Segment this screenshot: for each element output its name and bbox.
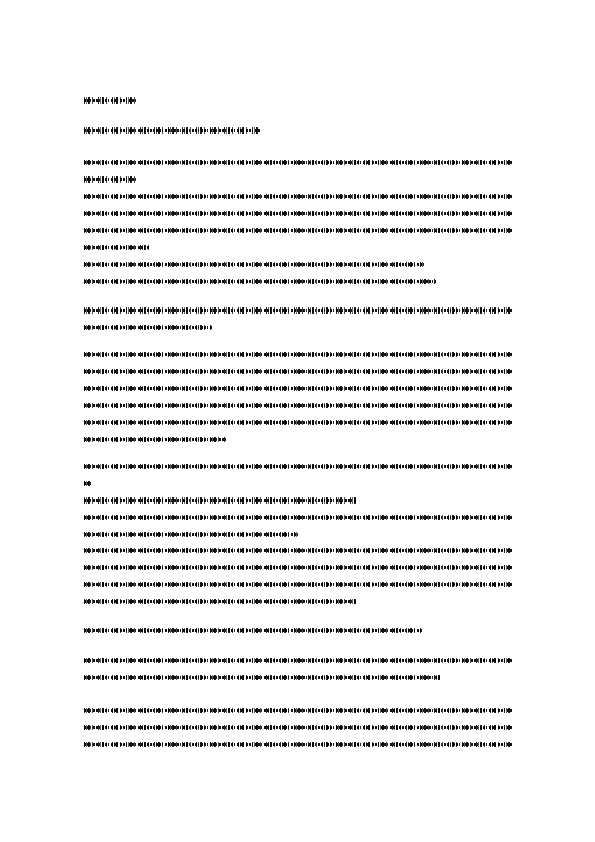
paragraph-8 <box>84 706 512 757</box>
text-line <box>84 656 512 665</box>
paragraph-2 <box>84 306 512 340</box>
paragraph-6 <box>84 626 512 643</box>
text-line <box>84 580 512 589</box>
paragraph-1 <box>84 158 512 294</box>
text-line <box>84 367 512 376</box>
text-line <box>84 673 440 682</box>
text-line <box>84 706 512 715</box>
paragraph-4 <box>84 462 512 547</box>
text-line <box>84 306 512 315</box>
paragraph-7 <box>84 656 512 690</box>
text-line <box>84 740 512 749</box>
text-line <box>84 563 512 572</box>
text-line <box>84 401 512 410</box>
paragraph-3 <box>84 350 512 452</box>
text-line <box>84 226 512 235</box>
text-line <box>84 96 138 105</box>
text-line <box>84 435 226 444</box>
text-line <box>84 350 512 359</box>
text-line <box>84 175 138 184</box>
text-line <box>84 418 512 427</box>
text-line <box>84 260 424 269</box>
text-line <box>84 723 512 732</box>
text-line <box>84 126 260 135</box>
text-line <box>84 209 512 218</box>
text-line <box>84 479 92 488</box>
text-line <box>84 597 356 606</box>
text-line <box>84 158 512 167</box>
text-line <box>84 496 356 505</box>
text-line <box>84 384 512 393</box>
text-line <box>84 462 512 471</box>
paragraph-5 <box>84 546 512 614</box>
text-line <box>84 192 512 201</box>
text-line <box>84 626 422 635</box>
text-line <box>84 323 212 332</box>
document-title <box>84 126 512 143</box>
text-line <box>84 513 512 522</box>
header-label <box>84 96 512 113</box>
text-line <box>84 243 150 252</box>
text-line <box>84 277 436 286</box>
text-line <box>84 546 512 555</box>
text-line <box>84 530 298 539</box>
